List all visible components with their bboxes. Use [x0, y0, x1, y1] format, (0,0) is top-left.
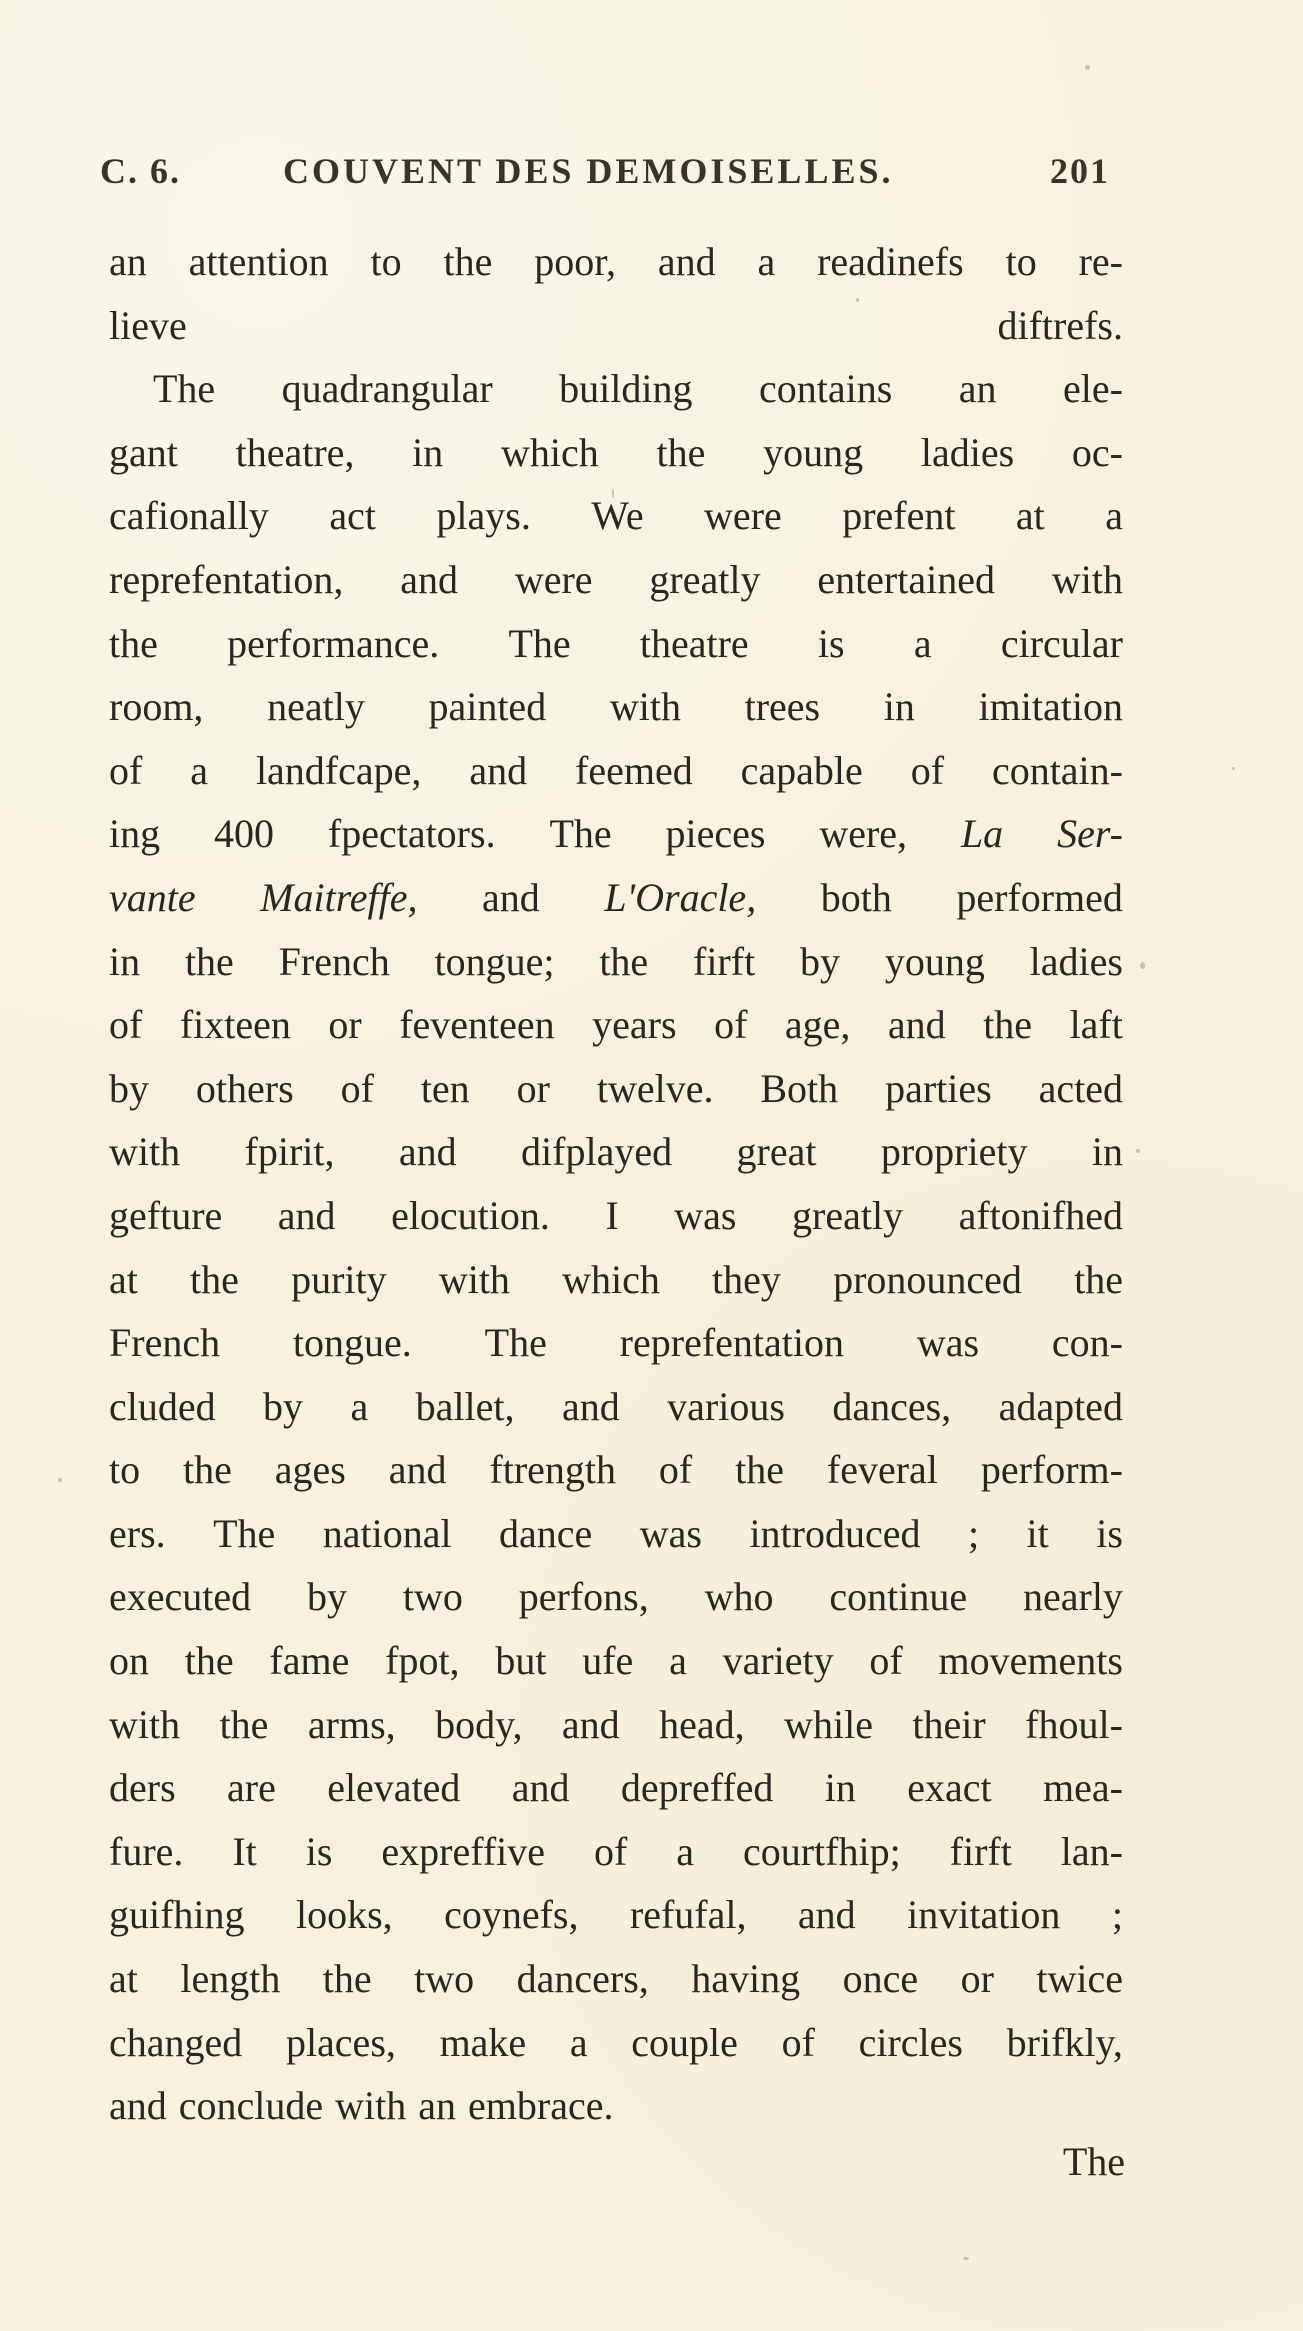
word: room,: [109, 684, 204, 730]
word: oc-: [1071, 429, 1123, 475]
word: ten: [420, 1065, 470, 1111]
catchword: The: [1062, 2139, 1125, 2184]
text-line: [109, 930, 1123, 994]
word: variety: [722, 1638, 834, 1684]
word: fpectators.: [327, 811, 496, 857]
word: aftonifhed: [958, 1192, 1123, 1238]
word: which: [562, 1256, 660, 1302]
word: executed: [109, 1574, 252, 1620]
word: a: [676, 1828, 695, 1874]
word: in: [109, 938, 141, 984]
word: continue: [829, 1574, 968, 1620]
word: performance.: [227, 620, 440, 666]
word: cafionally: [109, 493, 269, 539]
word: at: [1015, 493, 1045, 539]
word: and: [400, 556, 458, 602]
word: in: [1091, 1129, 1123, 1175]
word: by: [800, 938, 840, 984]
word: The: [153, 366, 216, 412]
word: The: [484, 1320, 547, 1366]
word: both: [820, 874, 892, 920]
word: the: [219, 1701, 269, 1747]
paper-speck: [1232, 767, 1235, 770]
word: with: [438, 1256, 510, 1302]
word: refufal,: [629, 1892, 747, 1938]
text-line: [109, 2011, 1123, 2075]
word: and: [887, 1002, 946, 1048]
running-header: [100, 150, 1110, 206]
word: and: [109, 2083, 167, 2129]
word: ing: [109, 811, 161, 857]
word: mea-: [1043, 1765, 1123, 1811]
word: were,: [819, 811, 908, 857]
text-line: [109, 484, 1123, 548]
word: the: [599, 938, 649, 984]
word: of: [340, 1065, 374, 1111]
word: but: [495, 1638, 547, 1684]
word: make: [439, 2019, 527, 2065]
word: painted: [428, 684, 547, 730]
word: having: [691, 1956, 801, 2002]
word: and: [561, 1383, 620, 1429]
word: with: [109, 1129, 181, 1175]
word: and: [561, 1701, 620, 1747]
text-line: [109, 1565, 1123, 1629]
word: and: [398, 1129, 457, 1175]
word: great: [736, 1129, 817, 1175]
word: The: [549, 811, 612, 857]
text-line: [109, 1248, 1123, 1312]
word: was: [674, 1192, 737, 1238]
word: body,: [435, 1701, 523, 1747]
paper-speck: [963, 2257, 969, 2260]
word: purity: [291, 1256, 387, 1302]
word: theatre,: [235, 429, 355, 475]
word: ufe: [582, 1638, 634, 1684]
text-line: [109, 612, 1123, 676]
paper-speck: [1140, 962, 1145, 969]
word: exact: [907, 1765, 992, 1811]
word: act: [329, 493, 376, 539]
word: Both: [760, 1065, 839, 1111]
word: couple: [631, 2019, 738, 2065]
word: I: [605, 1192, 619, 1238]
word: landfcape,: [255, 747, 422, 793]
word: at: [109, 1256, 138, 1302]
word: or: [516, 1065, 550, 1111]
word: their: [912, 1701, 986, 1747]
word: of: [109, 747, 143, 793]
word: a: [569, 2019, 588, 2065]
text-line: [109, 866, 1123, 930]
word: gant: [109, 429, 178, 475]
word: is: [305, 1828, 333, 1874]
word: capable: [740, 747, 863, 793]
text-line: [109, 1820, 1123, 1884]
word: with: [609, 684, 681, 730]
word: firft: [949, 1828, 1012, 1874]
text-line: [109, 421, 1123, 485]
word: of: [781, 2019, 815, 2065]
word: by: [263, 1383, 304, 1429]
word: reprefentation: [619, 1320, 844, 1366]
word: reprefentation,: [109, 556, 344, 602]
word: and: [511, 1765, 570, 1811]
word: The: [508, 620, 571, 666]
word: an: [418, 2083, 457, 2129]
word: expreffive: [381, 1828, 546, 1874]
word: con-: [1051, 1320, 1123, 1366]
word: dance: [499, 1510, 593, 1556]
word: elocution.: [391, 1192, 550, 1238]
word: poor,: [534, 239, 616, 284]
word: once: [842, 1956, 919, 2002]
word: trees: [744, 684, 821, 730]
word: with: [1051, 556, 1123, 602]
word: ;: [1111, 1892, 1123, 1938]
word: the: [735, 1447, 785, 1493]
word: acted: [1038, 1065, 1123, 1111]
word: dancers,: [516, 1956, 649, 2002]
word: of: [109, 1002, 143, 1048]
word: ladies: [920, 429, 1015, 475]
word: prefent: [842, 493, 956, 539]
word: coynefs,: [444, 1892, 579, 1938]
text-line: [109, 1057, 1123, 1121]
word: gefture: [109, 1192, 223, 1238]
word: 400: [214, 811, 274, 857]
text-line: [109, 294, 1123, 358]
word: propriety: [880, 1129, 1028, 1175]
word: La: [960, 811, 1004, 857]
word: by: [109, 1065, 149, 1111]
word: various: [667, 1383, 785, 1429]
word: embrace.: [468, 2083, 614, 2129]
word: theatre: [639, 620, 749, 666]
word: the: [109, 620, 158, 666]
word: elevated: [327, 1765, 461, 1811]
word: twelve.: [596, 1065, 714, 1111]
word: of: [658, 1447, 693, 1493]
word: ;: [967, 1510, 980, 1556]
word: the: [1074, 1256, 1123, 1302]
word: cluded: [109, 1383, 216, 1429]
word: diftrefs.: [997, 302, 1123, 348]
word: entertained: [817, 556, 995, 602]
word: the: [184, 938, 234, 984]
paper-speck: [1085, 65, 1090, 70]
text-line: [109, 548, 1123, 612]
word: perform-: [980, 1447, 1123, 1493]
text-line: [109, 357, 1123, 421]
word: or: [960, 1956, 994, 2002]
word: firft: [693, 938, 756, 984]
word: to: [1005, 239, 1037, 284]
word: contain-: [991, 747, 1123, 793]
word: length: [180, 1956, 281, 2002]
text-line: [109, 993, 1123, 1057]
word: places,: [285, 2019, 396, 2065]
word: introduced: [749, 1510, 921, 1556]
word: fure.: [109, 1828, 184, 1874]
paper-speck: [58, 1478, 62, 1482]
text-line: [109, 1375, 1123, 1439]
word: imitation: [978, 684, 1123, 730]
word: ballet,: [415, 1383, 515, 1429]
word: young: [763, 429, 864, 475]
word: two: [414, 1956, 475, 2002]
word: to: [370, 239, 402, 284]
word: greatly: [792, 1192, 904, 1238]
word: Ser-: [1057, 811, 1123, 857]
word: at: [109, 1956, 138, 2002]
word: national: [322, 1510, 452, 1556]
word: readinefs: [817, 239, 964, 284]
word: years: [592, 1002, 677, 1048]
word: ers.: [109, 1510, 166, 1556]
word: brifkly,: [1006, 2019, 1123, 2065]
text-line: [109, 1438, 1123, 1502]
text-line: [109, 1693, 1123, 1757]
word: ele-: [1063, 366, 1123, 412]
word: was: [639, 1510, 702, 1556]
word: while: [784, 1701, 873, 1747]
word: the: [322, 1956, 372, 2002]
word: an: [958, 366, 997, 412]
word: lan-: [1060, 1828, 1123, 1874]
word: contains: [759, 366, 893, 412]
word: fpot,: [385, 1638, 460, 1684]
word: pieces: [665, 811, 766, 857]
word: in: [883, 684, 915, 730]
word: of: [910, 747, 945, 793]
word: an: [109, 239, 147, 284]
text-line: [109, 1947, 1123, 2011]
word: they: [712, 1256, 781, 1302]
word: parties: [885, 1065, 992, 1111]
word: are: [227, 1765, 276, 1811]
word: a: [1105, 493, 1123, 539]
word: a: [350, 1383, 369, 1429]
word: on: [109, 1638, 149, 1684]
text-line: [109, 1629, 1123, 1693]
word: adapted: [998, 1383, 1123, 1429]
word: circles: [858, 2019, 963, 2065]
text-line: [109, 1756, 1123, 1820]
word: with: [335, 2083, 407, 2129]
chapter-marker: C. 6.: [100, 151, 181, 191]
word: to: [109, 1447, 141, 1493]
word: L'Oracle,: [604, 874, 757, 920]
word: the: [184, 1638, 234, 1684]
word: is: [1096, 1510, 1123, 1556]
word: nearly: [1022, 1574, 1123, 1620]
word: laft: [1069, 1002, 1123, 1048]
word: tongue;: [434, 938, 555, 984]
word: arms,: [307, 1701, 396, 1747]
word: twice: [1036, 1956, 1123, 2002]
word: lieve: [109, 302, 187, 348]
text-line: [109, 802, 1123, 866]
word: ladies: [1029, 938, 1123, 984]
text-line: [109, 1502, 1123, 1566]
word: and: [657, 239, 716, 284]
paper-speck: [612, 488, 614, 498]
word: a: [190, 747, 209, 793]
word: ftrength: [489, 1447, 617, 1493]
word: dances,: [832, 1383, 952, 1429]
word: the: [656, 429, 706, 475]
word: depreffed: [620, 1765, 774, 1811]
word: is: [817, 620, 845, 666]
word: feemed: [575, 747, 693, 793]
word: It: [232, 1828, 257, 1874]
word: two: [402, 1574, 463, 1620]
word: feveral: [826, 1447, 938, 1493]
text-line: [109, 675, 1123, 739]
word: movements: [938, 1638, 1123, 1684]
word: performed: [956, 874, 1123, 920]
word: in: [824, 1765, 856, 1811]
text-line: [109, 1883, 1123, 1947]
word: and: [482, 874, 540, 920]
text-line: [109, 1120, 1123, 1184]
word: looks,: [295, 1892, 393, 1938]
word: Maitreffe,: [260, 874, 418, 920]
word: ages: [274, 1447, 346, 1493]
word: French: [278, 938, 390, 984]
word: age,: [784, 1002, 851, 1048]
paper-speck: [1136, 1149, 1140, 1153]
word: re-: [1078, 239, 1123, 284]
word: conclude: [178, 2083, 324, 2129]
text-line: [109, 739, 1123, 803]
word: of: [714, 1002, 748, 1048]
running-title: COUVENT DES DEMOISELLES.: [283, 151, 894, 191]
word: building: [559, 366, 693, 412]
word: greatly: [649, 556, 761, 602]
word: by: [307, 1574, 348, 1620]
word: circular: [1000, 620, 1123, 666]
word: were: [704, 493, 782, 539]
word: The: [213, 1510, 276, 1556]
word: perfons,: [518, 1574, 649, 1620]
word: were: [514, 556, 593, 602]
text-line: [109, 1311, 1123, 1375]
word: We: [591, 493, 644, 539]
word: head,: [659, 1701, 745, 1747]
word: was: [916, 1320, 980, 1366]
body-text: [109, 230, 1123, 2138]
word: young: [884, 938, 985, 984]
text-line: [109, 1184, 1123, 1248]
text-line: [109, 2074, 1123, 2138]
word: of: [593, 1828, 628, 1874]
word: fhoul-: [1025, 1701, 1123, 1747]
word: fpirit,: [244, 1129, 335, 1175]
word: guifhing: [109, 1892, 245, 1938]
word: ders: [109, 1765, 176, 1811]
page-number: 201: [1050, 151, 1110, 191]
word: in: [412, 429, 444, 475]
word: of: [869, 1638, 903, 1684]
word: a: [669, 1638, 687, 1684]
word: vante: [109, 874, 196, 920]
word: it: [1026, 1510, 1049, 1556]
text-line: [109, 230, 1123, 294]
word: plays.: [436, 493, 531, 539]
word: the: [983, 1002, 1033, 1048]
word: and: [469, 747, 528, 793]
word: quadrangular: [281, 366, 493, 412]
word: difplayed: [521, 1129, 673, 1175]
word: the: [443, 239, 493, 284]
word: a: [757, 239, 776, 284]
word: fixteen: [179, 1002, 291, 1048]
word: the: [190, 1256, 239, 1302]
word: neatly: [267, 684, 365, 730]
word: pronounced: [833, 1256, 1022, 1302]
word: French: [109, 1320, 221, 1366]
word: changed: [109, 2019, 243, 2065]
word: or: [328, 1002, 362, 1048]
word: and: [388, 1447, 447, 1493]
word: courtfhip;: [742, 1828, 901, 1874]
paper-speck: [856, 298, 859, 302]
word: attention: [188, 239, 329, 284]
word: fame: [269, 1638, 350, 1684]
word: invitation: [907, 1892, 1061, 1938]
word: who: [704, 1574, 774, 1620]
word: others: [195, 1065, 294, 1111]
word: the: [183, 1447, 232, 1493]
word: a: [913, 620, 932, 666]
word: feventeen: [399, 1002, 555, 1048]
word: and: [797, 1892, 856, 1938]
word: and: [277, 1192, 336, 1238]
word: with: [109, 1701, 181, 1747]
word: tongue.: [292, 1320, 412, 1366]
word: which: [501, 429, 599, 475]
